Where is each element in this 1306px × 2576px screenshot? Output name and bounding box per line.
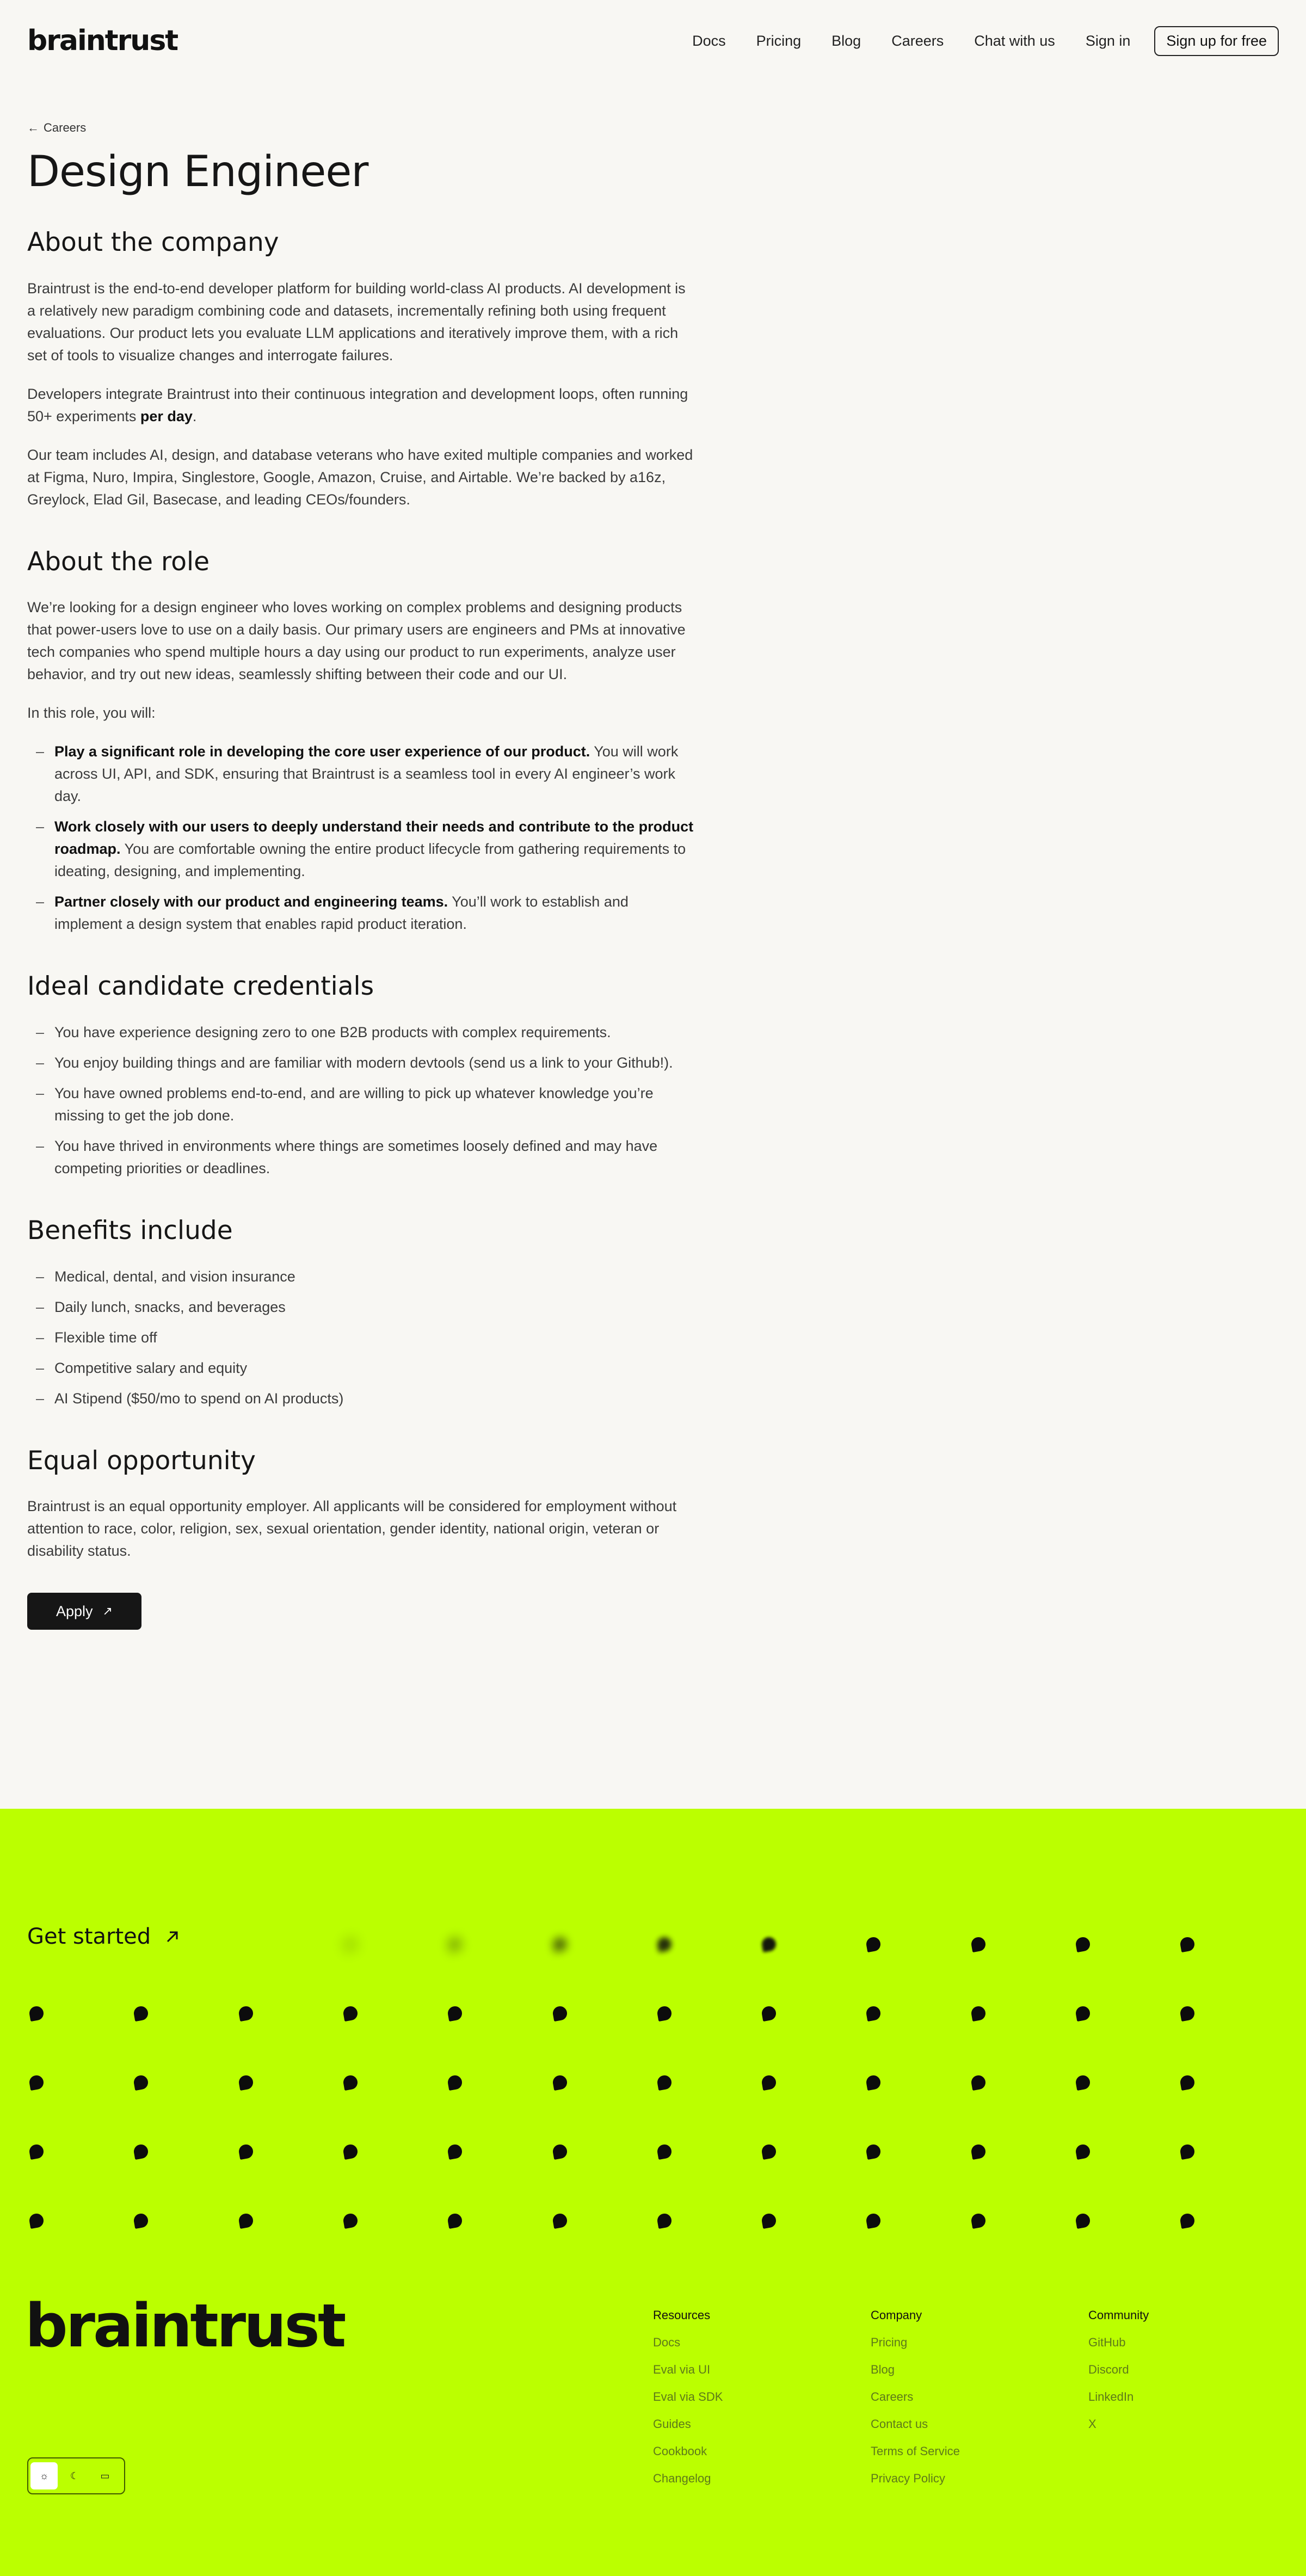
footer-link-changelog[interactable]: Changelog [653,2472,711,2485]
decorative-blob [1075,2213,1091,2229]
monitor-icon[interactable]: ▭ [100,2470,110,2481]
about-role-heading: About the role [27,546,210,577]
job-posting [27,120,697,1630]
decorative-blob [238,2005,254,2022]
footer-link-privacy[interactable]: Privacy Policy [871,2472,945,2485]
apply-label: Apply [56,1603,93,1619]
list-item: – You have experience designing zero to one B2B products with complex requirements. [27,1021,697,1044]
credentials-heading: Ideal candidate credentials [27,971,374,1002]
decorative-blob [1179,2074,1196,2091]
decorative-blob [656,2143,673,2160]
decorative-blob [133,2213,149,2229]
decorative-blob [865,2213,882,2229]
list-item: – Daily lunch, snacks, and beverages [27,1296,697,1318]
decorative-blob [133,2074,149,2091]
footer-link-blog[interactable]: Blog [871,2363,895,2376]
decorative-blob [970,2074,987,2091]
footer-link-contact[interactable]: Contact us [871,2417,928,2431]
decorative-blob [865,2074,882,2091]
decorative-blob [1179,2143,1196,2160]
decorative-blob [133,2005,149,2022]
footer-column-company [871,2308,960,2499]
decorative-blob [1075,2143,1091,2160]
decorative-blob [447,2213,463,2229]
decorative-blob [1075,1936,1091,1952]
decorative-blob [656,1936,673,1952]
decorative-blob [342,2074,359,2091]
main-nav [662,26,1279,56]
credentials-list [27,1021,697,1180]
decorative-blob [342,2005,359,2022]
footer-link-docs[interactable]: Docs [653,2335,681,2349]
decorative-blob [342,2213,359,2229]
apply-button[interactable] [27,1593,141,1630]
benefits-list [27,1266,697,1410]
decorative-blob [865,1936,882,1952]
decorative-blob [865,2143,882,2160]
list-item: – Competitive salary and equity [27,1357,697,1379]
moon-icon[interactable]: ☾ [70,2470,79,2481]
list-item: – You have thrived in environments where things are sometimes loosely defined and may have competing priorities or deadlines. [27,1135,697,1180]
nav-chat-with-us[interactable]: Chat with us [974,32,1055,49]
sign-up-button[interactable]: Sign up for free [1154,26,1279,56]
role-paragraph-2: In this role, you will: [27,705,156,722]
decorative-blob [342,1936,359,1952]
footer-column-title: Community [1088,2308,1149,2322]
decorative-blob [1075,2005,1091,2022]
benefits-heading: Benefits include [27,1215,233,1246]
footer-link-github[interactable]: GitHub [1088,2335,1126,2349]
decorative-blob [238,2213,254,2229]
braintrust-logo[interactable]: braintrust [27,24,178,57]
footer-column-community [1088,2308,1149,2444]
decorative-blob [656,2074,673,2091]
decorative-blob [761,2143,777,2160]
decorative-blob [761,2213,777,2229]
decorative-blob [551,1936,568,1952]
footer-link-eval-sdk[interactable]: Eval via SDK [653,2390,723,2404]
company-paragraph-1: Braintrust is the end-to-end developer platform for building world-class AI products. AI development is a relatively new paradigm combining code and datasets, incrementally refining both using frequent evaluations. Our product lets you evaluate LLM applications and iteratively improve them, with a rich set of tools to visualize changes and interrogate failures. [27,280,686,363]
footer-link-careers[interactable]: Careers [871,2390,914,2404]
footer-link-terms[interactable]: Terms of Service [871,2444,960,2458]
decorative-blob [761,1936,777,1952]
decorative-blob [970,2213,987,2229]
equal-opportunity-paragraph: Braintrust is an equal opportunity employer. All applicants will be considered for employment without attention to race, color, religion, sex, sexual orientation, gender identity, national origin, veteran or disability status. [27,1498,677,1560]
site-footer [0,1809,1306,2576]
decorative-blob [133,2143,149,2160]
decorative-blob [1075,2074,1091,2091]
arrow-up-right-icon: ↗ [102,1604,113,1618]
list-item: – Partner closely with our product and engineering teams. You’ll work to establish and implement a design system that enables rapid product iteration. [27,891,697,935]
nav-careers[interactable]: Careers [891,32,944,49]
footer-braintrust-logo[interactable]: braintrust [25,2291,344,2361]
arrow-up-right-icon [165,1929,180,1944]
decorative-blob [28,2074,45,2091]
footer-column-resources [653,2308,723,2499]
arrow-left-icon: ← [27,121,39,134]
company-paragraph-2: Developers integrate Braintrust into their continuous integration and development loops, often running 50+ experiments per day. [27,385,688,424]
role-paragraph-1: We’re looking for a design engineer who loves working on complex problems and designing products that power-users love to use on a daily basis. Our primary users are engineers and PMs at innovative tech companies who spend multiple hours a day using our product to run experiments, analyze user behavior, and try out new ideas, seamlessly shifting between their code and our UI. [27,599,686,683]
list-item: – You have owned problems end-to-end, and are willing to pick up whatever knowledge you’re missing to get the job done. [27,1082,697,1127]
list-item: – Play a significant role in developing the core user experience of our product. You will work across UI, API, and SDK, ensuring that Braintrust is a seamless tool in every AI engineer’s work day. [27,741,697,808]
decorative-blob [551,2074,568,2091]
decorative-blob [1179,2005,1196,2022]
decorative-blob [970,2143,987,2160]
nav-blog[interactable]: Blog [831,32,861,49]
footer-column-title: Resources [653,2308,711,2322]
nav-docs[interactable]: Docs [692,32,726,49]
footer-link-pricing[interactable]: Pricing [871,2335,908,2349]
page-title: Design Engineer [27,147,368,196]
role-list [27,741,697,935]
footer-link-linkedin[interactable]: LinkedIn [1088,2390,1134,2404]
nav-pricing[interactable]: Pricing [756,32,802,49]
decorative-blob [238,2143,254,2160]
decorative-blob [447,2143,463,2160]
footer-link-x[interactable]: X [1088,2417,1096,2431]
list-item: – AI Stipend ($50/mo to spend on AI products) [27,1388,697,1410]
footer-link-discord[interactable]: Discord [1088,2363,1129,2376]
footer-link-cookbook[interactable]: Cookbook [653,2444,707,2458]
decorative-blob [761,2005,777,2022]
theme-toggle [27,2457,125,2494]
decorative-blob [28,2005,45,2022]
list-item: – Flexible time off [27,1327,697,1349]
decorative-blob [1179,2213,1196,2229]
decorative-blob [656,2213,673,2229]
decorative-blob [447,1936,463,1952]
company-paragraph-3: Our team includes AI, design, and database veterans who have exited multiple companies and worked at Figma, Nuro, Impira, Singlestore, Google, Amazon, Cruise, and Airtable. We’re backed by a16z, Greylock, Elad Gil, Basecase, and leading CEOs/founders. [27,446,693,508]
equal-opportunity-heading: Equal opportunity [27,1445,256,1476]
site-header [0,0,1306,82]
decorative-blob [761,2074,777,2091]
decorative-blob [551,2213,568,2229]
decorative-blob [342,2143,359,2160]
list-item: – You enjoy building things and are familiar with modern devtools (send us a link to your Github!). [27,1052,697,1074]
decorative-blob [447,2005,463,2022]
sun-icon[interactable]: ☼ [30,2462,58,2489]
decorative-blob [551,2143,568,2160]
decorative-blob [447,2074,463,2091]
about-company-heading: About the company [27,227,279,257]
footer-column-title: Company [871,2308,922,2322]
footer-link-guides[interactable]: Guides [653,2417,691,2431]
breadcrumb-careers: Careers [44,121,87,134]
list-item: – Medical, dental, and vision insurance [27,1266,697,1288]
get-started-label: Get started [27,1924,151,1949]
footer-link-eval-ui[interactable]: Eval via UI [653,2363,711,2376]
sign-in-link[interactable]: Sign in [1085,32,1131,49]
breadcrumb[interactable] [27,120,697,136]
decorative-blob [1179,1936,1196,1952]
decorative-blob [970,2005,987,2022]
decorative-blob [551,2005,568,2022]
decorative-blob [970,1936,987,1952]
decorative-blob [28,2143,45,2160]
decorative-blob [656,2005,673,2022]
decorative-blob [28,2213,45,2229]
decorative-blob [865,2005,882,2022]
get-started-link[interactable] [27,1924,180,1949]
decorative-blob [238,2074,254,2091]
list-item: – Work closely with our users to deeply understand their needs and contribute to the product roadmap. You are comfortable owning the entire product lifecycle from gathering requirements to ideating, designing, and implementing. [27,816,697,883]
